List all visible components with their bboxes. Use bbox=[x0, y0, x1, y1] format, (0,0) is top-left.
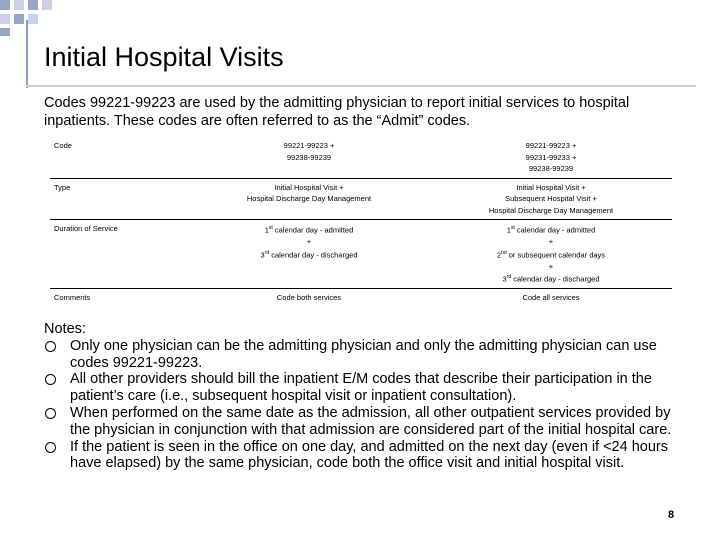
table-cell: Initial Hospital Visit + Hospital Discharge Day Management bbox=[246, 182, 372, 203]
table-cell: Code all services bbox=[522, 293, 580, 302]
page-number: 8 bbox=[668, 509, 675, 521]
list-item: When performed on the same date as the admission, all other outpatient services provided by the physician in conjunction with that admission are considered part of the initial hospital care. bbox=[44, 405, 684, 439]
table-cell: Code both services bbox=[276, 293, 342, 302]
table-cell: Initial Hospital Visit + Subsequent Hospital Visit + Hospital Discharge Day Management bbox=[488, 182, 614, 215]
intro-paragraph: Codes 99221-99223 are used by the admitting physician to report initial services to hospital inpatients. These codes are often referred to as the “Admit” codes. bbox=[44, 95, 630, 129]
slide-title: Initial Hospital Visits bbox=[44, 42, 284, 72]
circle-bullet-icon bbox=[45, 341, 56, 352]
list-item: Only one physician can be the admitting physician and only the admitting physician can use codes 99221-99223. bbox=[44, 338, 684, 372]
row-label: Comments bbox=[54, 293, 91, 302]
table-cell: 1st calendar day - admitted + 3rd calendar day - discharged bbox=[260, 225, 358, 259]
list-item: All other providers should bill the inpatient E/M codes that describe their participation in the patient’s care (i.e., subsequent hospital visit or inpatient consultation). bbox=[44, 371, 684, 405]
table-row bbox=[50, 178, 672, 220]
notes-list bbox=[44, 338, 684, 472]
notes-section bbox=[44, 321, 684, 472]
title-underline bbox=[26, 85, 696, 87]
codes-table bbox=[50, 137, 672, 307]
table-row bbox=[50, 289, 672, 307]
list-item: If the patient is seen in the office on one day, and admitted on the next day (even if <24 hours have elapsed) by the same physician, code both the office visit and initial hospital visit. bbox=[44, 439, 684, 473]
table-row bbox=[50, 220, 672, 289]
circle-bullet-icon bbox=[45, 374, 56, 385]
circle-bullet-icon bbox=[45, 442, 56, 453]
table-row bbox=[50, 137, 672, 178]
vertical-accent-rule bbox=[26, 20, 28, 88]
circle-bullet-icon bbox=[45, 408, 56, 419]
corner-decoration bbox=[0, 0, 60, 36]
table-cell: 1st calendar day - admitted + 2nd or subsequent calendar days + 3rd calendar day - discharged bbox=[496, 225, 606, 284]
table-cell: 99221-99223 + 99231-99233 + 99238-99239 bbox=[525, 141, 577, 173]
row-label: Code bbox=[54, 141, 72, 150]
row-label: Duration of Service bbox=[54, 224, 118, 233]
table-cell: 99221-99223 + 99238-99239 bbox=[283, 141, 335, 162]
row-label: Type bbox=[54, 182, 71, 192]
notes-heading: Notes: bbox=[44, 321, 86, 337]
